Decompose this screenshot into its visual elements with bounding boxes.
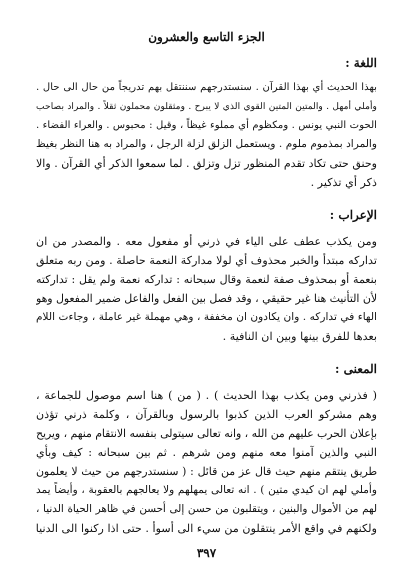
meaning-line: النبي والذين آمنوا معه منهم ومن شرهم . ثم بين سبحانه : كيف وبأي <box>36 446 377 459</box>
meaning-line: لهم من الأموال والبنين ، ويتقلبون من حسن إلى أحسن في ظاهر الحياة الدنيا ، <box>36 503 377 515</box>
language-line: ذكر أي تذكير . <box>310 176 377 189</box>
language-line: بهذا الحديث أي بهذا القرآن . سنستدرجهم سننتقل بهم تدريجاً من حال الى حال . <box>36 82 377 93</box>
language-line: وحنق حتى تكاد تقدم المنظور تزل وتزلق . لما سمعوا الذكر أي القرآن . والا <box>36 157 377 170</box>
meaning-line: بإعلان الحرب عليهم من الله ، وانه تعالى سيتولى بنفسه الانتقام منهم ، ويريح <box>36 427 377 440</box>
grammar-line: تداركه مبتدأ والخبر محذوف أي لولا مداركة النعمة حاصلة . ومن ربه متعلق <box>36 254 377 267</box>
language-line: الحوت النبي يونس . ومكظوم أي مملوء غيظاً ، وقيل : محبوس . والعراء الفضاء . <box>36 120 377 131</box>
page-number: ٣٩٧ <box>196 546 217 560</box>
page-header: الجزء التاسع والعشرون <box>148 30 265 44</box>
grammar-line: الهاء في تداركه . وان يكادون ان مخففة ، وهي مهملة غير عاملة ، وجاءت اللام <box>36 311 377 323</box>
grammar-line: ومن يكذب عطف على الياء في ذرني أو مفعول معه . والمصدر من ان <box>36 235 377 248</box>
meaning-line: ولكنهم في واقع الأمر ينتقلون من سيء الى أسوأ . حتى اذا ركنوا الى الدنيا <box>36 522 377 535</box>
section-heading-language: اللغة : <box>345 56 377 70</box>
grammar-line: بنعمة أو بمحذوف صفة لنعمة وقال سبحانه : تداركه نعمة ولم يقل : تداركته <box>36 273 377 286</box>
section-heading-grammar: الإعراب : <box>329 208 377 222</box>
meaning-line: طريق ينتقم منهم حيث قال عز من قائل : ( سنستدرجهم من حيث لا يعلمون <box>36 465 377 478</box>
meaning-line: وأملي لهم ان كيدي متين ) . انه تعالى يمهلهم ولا يعالجهم بالعقوبة ، وأيضاً يمد <box>36 484 377 496</box>
language-line: وأملي أمهل . والمتين المتين القوي الذي لا يبرح . ومثقلون محملون ثقلاً . والمراد بصاحب <box>36 101 377 112</box>
meaning-line: وهم مشركو العرب الذين كذبوا بالرسول وبالقرآن ، وكلمة ذرني تؤذن <box>36 408 377 421</box>
language-line: والمراد بمذموم ملوم . ويستعمل الزلق لزلة الرجل ، والمراد به هنا النظر بغيظ <box>36 138 377 150</box>
grammar-line: لأن التأنيث هنا غير حقيقي ، وقد فصل بين الفعل والفاعل ضمير المفعول وهو <box>36 292 377 305</box>
meaning-line: ( فذرني ومن يكذب بهذا الحديث ) . ( من ) هنا اسم موصول للجماعة ، <box>36 389 377 402</box>
grammar-line: بعدها للفرق بينها وبين ان النافية . <box>222 330 377 343</box>
section-heading-meaning: المعنى : <box>335 362 377 376</box>
